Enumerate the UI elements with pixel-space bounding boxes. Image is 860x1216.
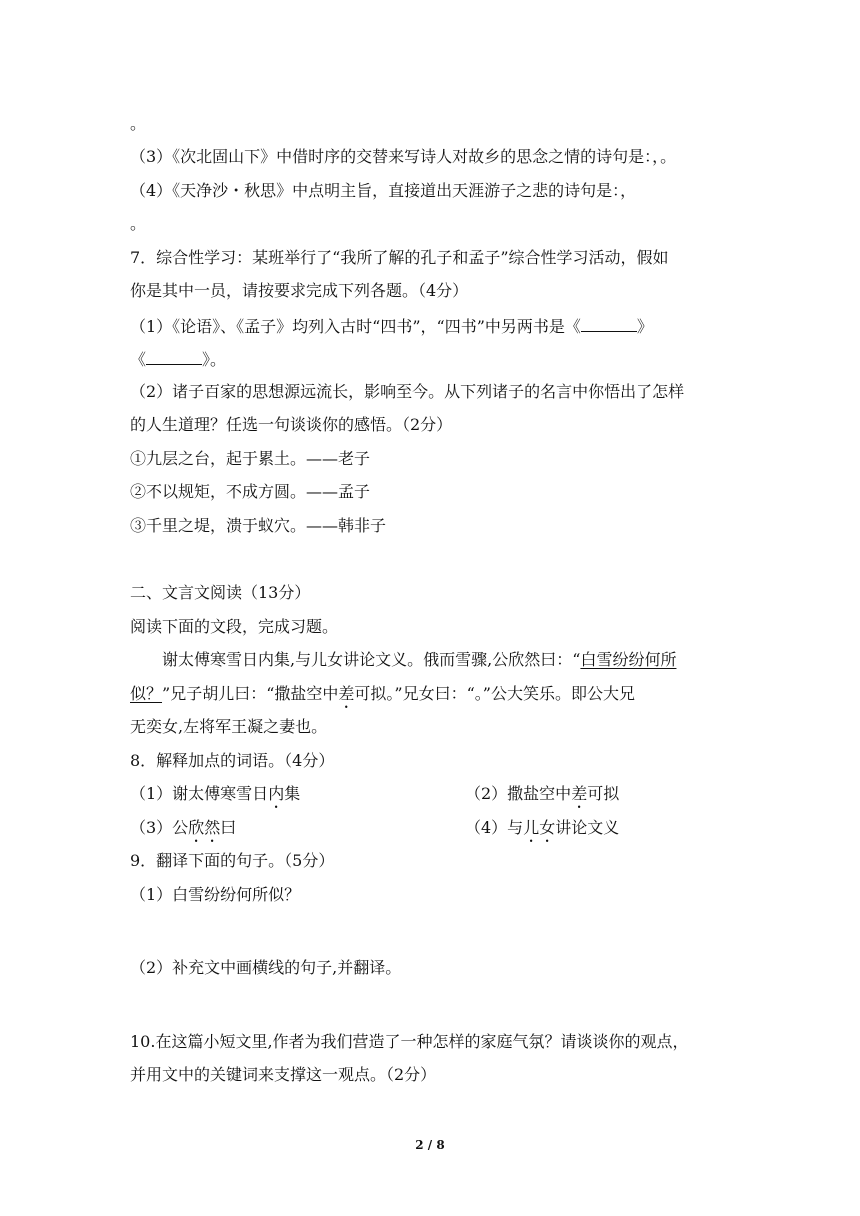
text-line	[130, 313, 653, 339]
dotted-word: 差	[571, 784, 588, 803]
dotted-word: 欣然	[188, 818, 221, 837]
passage-line	[162, 648, 676, 672]
text-segment: 讲论文义	[555, 818, 620, 837]
text-segment: 儿女	[311, 650, 344, 669]
text-segment: 可拟	[587, 784, 620, 803]
text-line	[130, 346, 226, 372]
text-line: 阅读下面的文段，完成习题。	[130, 617, 339, 636]
text-segment: 》。	[202, 350, 227, 369]
question-8: 8．解释加点的词语。（4分）	[130, 751, 335, 770]
sub-item	[130, 816, 236, 846]
passage-line	[130, 682, 635, 712]
text-line: （4）《天净沙・秋思》中点明主旨，直接道出天涯游子之悲的诗句是：，	[130, 181, 637, 200]
text-segment: 谢太傅寒雪日	[162, 650, 259, 669]
text-segment: （3）公	[130, 818, 189, 837]
text-segment: 内集	[258, 650, 291, 669]
text-segment: 曰：“	[540, 650, 581, 669]
text-segment: 集	[284, 784, 301, 803]
answer-blank[interactable]	[146, 346, 202, 365]
question-7: 7．综合性学习：某班举行了“我所了解的孔子和孟子”综合性学习活动，假如	[130, 248, 669, 267]
text-line: 。	[130, 114, 147, 133]
question-10: 10.在这篇小短文里,作者为我们营造了一种怎样的家庭气氛？请谈谈你的观点，	[130, 1032, 689, 1051]
section-heading: 二、文言文阅读（13分）	[130, 583, 311, 602]
text-line: 的人生道理？任选一句谈谈你的感悟。（2分）	[130, 415, 453, 434]
sub-item: （1）白雪纷纷何所似？	[130, 885, 301, 904]
text-segment: 《	[130, 350, 147, 369]
quote-item: ③千里之堤，溃于蚁穴。——韩非子	[130, 516, 387, 535]
text-line: （2）诸子百家的思想源远流长，影响至今。从下列诸子的名言中你悟出了怎样	[130, 382, 685, 401]
page-number: 2 / 8	[415, 1138, 445, 1152]
text-segment: 》	[636, 317, 653, 336]
dotted-word: 儿女	[523, 818, 556, 837]
dotted-word: 差	[338, 684, 355, 703]
sub-item	[130, 782, 300, 812]
text-segment: （2）撒盐空中	[465, 784, 572, 803]
text-segment: （4）与	[465, 818, 524, 837]
sub-item	[465, 816, 619, 846]
underlined-sentence: 白雪纷纷何所	[580, 650, 677, 669]
quote-item: ①九层之台，起于累土。——老子	[130, 449, 371, 468]
sub-item	[465, 782, 619, 812]
text-segment: （1）谢太傅寒雪日	[130, 784, 269, 803]
passage-line: 无奕女,左将军王凝之妻也。	[130, 717, 328, 736]
text-segment: 曰	[220, 818, 237, 837]
sub-item: （2）补充文中画横线的句子,并翻译。	[130, 958, 402, 977]
text-line: 。	[130, 214, 147, 233]
text-segment: ”兄子胡儿曰：“撒盐空中	[162, 684, 339, 703]
text-line: （3）《次北固山下》中借时序的交替来写诗人对故乡的思念之情的诗句是：，。	[130, 147, 677, 166]
text-segment: ,与	[290, 650, 312, 669]
text-line: 并用文中的关键词来支撑这一观点。（2分）	[130, 1065, 437, 1084]
text-segment: （1）《论语》、《孟子》均列入古时“四书”，“四书”中另两书是《	[130, 317, 581, 336]
text-segment: 讲论文义。俄而雪骤,公	[343, 650, 509, 669]
question-9: 9．翻译下面的句子。（5分）	[130, 851, 335, 870]
text-segment: 欣然	[508, 650, 541, 669]
underlined-sentence: 似？	[130, 684, 163, 703]
answer-blank[interactable]	[581, 313, 637, 332]
quote-item: ②不以规矩，不成方圆。——孟子	[130, 482, 371, 501]
dotted-word: 内	[268, 784, 285, 803]
text-line: 你是其中一员，请按要求完成下列各题。（4分）	[130, 281, 469, 300]
text-segment: 可拟。”兄女曰：“。”公大笑乐。即公大兄	[354, 684, 635, 703]
